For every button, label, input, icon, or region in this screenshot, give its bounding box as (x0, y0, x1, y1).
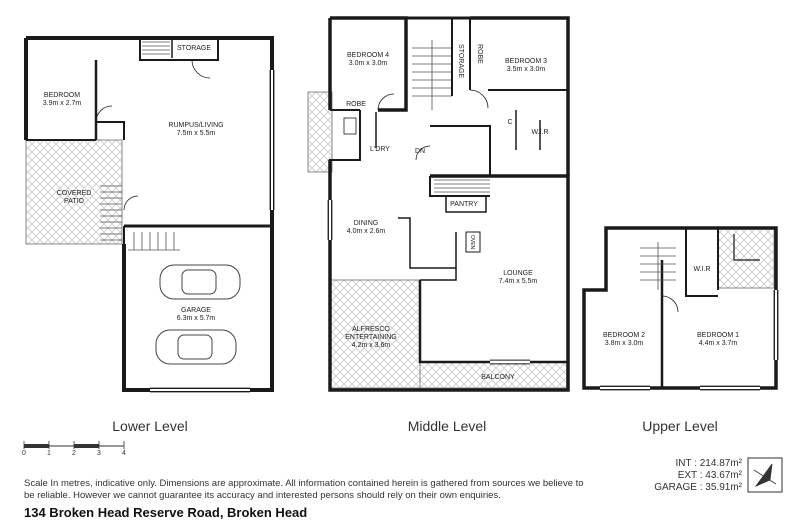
middle-robe-vertical-label: ROBE (476, 44, 483, 64)
property-address: 134 Broken Head Reserve Road, Broken Head (24, 505, 308, 520)
dining-label (347, 220, 386, 236)
cupboard-label: C (507, 119, 513, 126)
rumpus-label (168, 122, 223, 138)
rumpus-size: 7.5m x 5.5m (176, 130, 216, 137)
bedroom4-size: 3.0m x 3.0m (348, 60, 388, 67)
lower-level-title: Lower Level (112, 418, 188, 434)
external-area: EXT : 43.67m² (677, 470, 742, 481)
car-icon (160, 265, 240, 299)
middle-robe-label: ROBE (346, 101, 366, 108)
disclaimer-text: Scale In metres, indicative only. Dimensions are approximate. All information contained herein is gathered from sources we believe to be reliable. However we cannot guarantee its accuracy and interested persons should rely on their own enquiries. (24, 478, 584, 501)
bedroom4-label (347, 52, 389, 68)
bedroom2-size: 3.8m x 3.0m (604, 340, 644, 347)
scale-tick-2: 2 (72, 450, 76, 457)
middle-storage-label: STORAGE (457, 44, 464, 79)
upper-level-plan (584, 228, 778, 390)
scale-tick-1: 1 (47, 450, 51, 457)
upper-level-title: Upper Level (642, 418, 718, 434)
balcony-label: BALCONY (481, 374, 515, 381)
dining-name: DINING (353, 220, 379, 227)
alfresco-size: 4.2m x 3.6m (351, 342, 391, 349)
scale-tick-3: 3 (97, 450, 101, 457)
laundry-label: L'DRY (370, 146, 390, 153)
lounge-size: 7.4m x 5.5m (498, 278, 538, 285)
bedroom4-name: BEDROOM 4 (346, 52, 390, 59)
garage-size: 6.3m x 5.7m (176, 315, 216, 322)
lower-bedroom-size: 3.9m x 2.7m (42, 100, 82, 107)
middle-wir-label: W.I.R (531, 129, 549, 136)
covered-patio-line2: PATIO (64, 198, 84, 205)
garage-label (177, 307, 216, 323)
car-icon (156, 330, 236, 364)
bedroom1-label (697, 332, 739, 348)
lounge-label (499, 270, 538, 286)
lower-bedroom-label (43, 92, 82, 108)
stair-down-label: DN (414, 148, 426, 155)
rumpus-name: RUMPUS/LIVING (168, 122, 224, 129)
bedroom3-name: BEDROOM 3 (504, 58, 548, 65)
lounge-name: LOUNGE (503, 270, 533, 277)
alfresco-label (345, 326, 396, 350)
upper-ensuite-hatch (718, 228, 774, 288)
bedroom3-size: 3.5m x 3.0m (506, 66, 546, 73)
covered-patio-line1: COVERED (56, 190, 92, 197)
bedroom2-name: BEDROOM 2 (602, 332, 646, 339)
alfresco-line1: ALFRESCO (352, 326, 390, 333)
covered-patio-label (57, 190, 92, 206)
lower-bedroom-name: BEDROOM (43, 92, 81, 99)
scale-tick-0: 0 (22, 450, 26, 457)
middle-level-title: Middle Level (407, 418, 487, 434)
garage-name: GARAGE (181, 307, 211, 314)
garage-area: GARAGE : 35.91m² (654, 482, 742, 493)
compass-icon (748, 458, 782, 492)
bedroom2-label (603, 332, 645, 348)
area-summary (630, 458, 742, 494)
pantry-label: PANTRY (450, 201, 478, 208)
internal-area: INT : 214.87m² (675, 458, 742, 469)
bedroom1-name: BEDROOM 1 (696, 332, 740, 339)
lower-storage-label: STORAGE (176, 45, 212, 52)
upper-wir-label: W.I.R (693, 266, 711, 273)
bedroom3-label (505, 58, 547, 74)
dining-size: 4.0m x 2.6m (346, 228, 386, 235)
scale-tick-4: 4 (122, 450, 126, 457)
bedroom1-size: 4.4m x 3.7m (698, 340, 738, 347)
alfresco-line2: ENTERTAINING (345, 334, 397, 341)
oven-label: OVEN (469, 235, 475, 250)
scale-bar (24, 441, 124, 449)
